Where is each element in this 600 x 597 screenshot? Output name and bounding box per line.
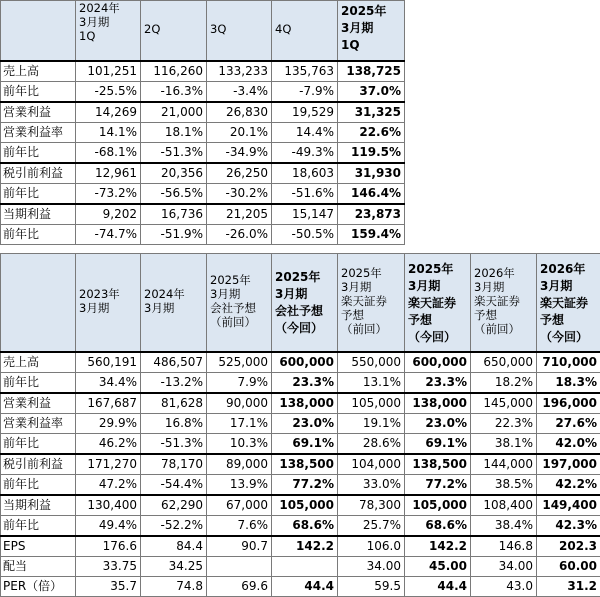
table-cell: 22.6% [338, 122, 405, 142]
table-cell: 42.0% [537, 433, 600, 454]
table-cell: 710,000 [537, 352, 600, 373]
table-row [1, 61, 405, 82]
table-cell: 20.1% [207, 122, 272, 142]
row-label: 前年比 [1, 372, 76, 393]
col-header: 2026年 3月期 楽天証券 予想 （前回） [471, 254, 537, 352]
table-cell: -3.4% [207, 81, 272, 102]
table-cell: 42.2% [537, 474, 600, 495]
table-cell: -52.2% [141, 515, 207, 536]
annual-header-row [1, 254, 600, 352]
row-label: 前年比 [1, 224, 76, 244]
table-row [1, 224, 405, 244]
table-row [1, 204, 405, 225]
table-cell: -50.5% [272, 224, 338, 244]
table-cell: 138,500 [272, 454, 338, 475]
table-cell: 550,000 [338, 352, 405, 373]
table-cell: 14.4% [272, 122, 338, 142]
table-cell: 37.0% [338, 81, 405, 102]
table-cell: -13.2% [141, 372, 207, 393]
table-cell: 69.6 [207, 576, 272, 596]
table-row [1, 576, 600, 596]
quarterly-header-row [1, 1, 405, 61]
table-cell: 27.6% [537, 413, 600, 433]
row-label: 営業利益 [1, 102, 76, 123]
table-cell: 600,000 [272, 352, 338, 373]
table-row [1, 474, 600, 495]
table-cell: 23.3% [272, 372, 338, 393]
table-cell: -26.0% [207, 224, 272, 244]
table-cell: 21,000 [141, 102, 207, 123]
col-header: 3Q [207, 1, 272, 61]
table-cell: 68.6% [272, 515, 338, 536]
table-cell: 138,000 [405, 393, 471, 414]
table-cell [272, 556, 338, 576]
table-cell: 202.3 [537, 536, 600, 557]
table-cell: -51.9% [141, 224, 207, 244]
table-cell: 49.4% [76, 515, 141, 536]
col-header: 2025年 3月期 楽天証券 予想 （今回） [405, 254, 471, 352]
table-cell: 14.1% [76, 122, 141, 142]
table-cell: 31.2 [537, 576, 600, 596]
table-cell: -73.2% [76, 183, 141, 204]
table-cell: 142.2 [405, 536, 471, 557]
table-cell: 67,000 [207, 495, 272, 516]
table-cell: 38.5% [471, 474, 537, 495]
table-cell: 19,529 [272, 102, 338, 123]
row-label: 配当 [1, 556, 76, 576]
table-cell: 74.8 [141, 576, 207, 596]
table-cell: 18.1% [141, 122, 207, 142]
col-header: 2025年 3月期 1Q [338, 1, 405, 61]
table-cell: 78,300 [338, 495, 405, 516]
table-cell: 10.3% [207, 433, 272, 454]
table-cell: 90,000 [207, 393, 272, 414]
table-cell: 69.1% [405, 433, 471, 454]
col-header: 2025年 3月期 会社予想 （前回） [207, 254, 272, 352]
corner-cell [1, 254, 76, 352]
table-cell: 138,000 [272, 393, 338, 414]
table-cell: 167,687 [76, 393, 141, 414]
table-cell: 144,000 [471, 454, 537, 475]
table-cell: 18.3% [537, 372, 600, 393]
table-cell: 14,269 [76, 102, 141, 123]
table-cell: 105,000 [272, 495, 338, 516]
table-cell: 149,400 [537, 495, 600, 516]
table-cell: 17.1% [207, 413, 272, 433]
row-label: 税引前利益 [1, 163, 76, 184]
table-cell: -56.5% [141, 183, 207, 204]
table-row [1, 495, 600, 516]
col-header: 2026年 3月期 楽天証券 予想 （今回） [537, 254, 600, 352]
quarterly-results-table [0, 0, 405, 245]
row-label: 当期利益 [1, 204, 76, 225]
table-cell: 16,736 [141, 204, 207, 225]
table-cell: 62,290 [141, 495, 207, 516]
table-cell: 486,507 [141, 352, 207, 373]
table-row [1, 393, 600, 414]
table-cell: -68.1% [76, 142, 141, 163]
table-cell: 13.9% [207, 474, 272, 495]
row-label: 前年比 [1, 474, 76, 495]
table-cell: 650,000 [471, 352, 537, 373]
table-cell: 38.1% [471, 433, 537, 454]
table-cell: 68.6% [405, 515, 471, 536]
table-cell: 105,000 [338, 393, 405, 414]
row-label: 売上高 [1, 61, 76, 82]
table-cell: 89,000 [207, 454, 272, 475]
table-cell: -25.5% [76, 81, 141, 102]
table-cell: -30.2% [207, 183, 272, 204]
table-cell: -54.4% [141, 474, 207, 495]
row-label: 税引前利益 [1, 454, 76, 475]
table-cell: -34.9% [207, 142, 272, 163]
table-cell: 47.2% [76, 474, 141, 495]
table-cell: 145,000 [471, 393, 537, 414]
table-cell: 600,000 [405, 352, 471, 373]
table-row [1, 454, 600, 475]
table-row [1, 352, 600, 373]
table-cell: 69.1% [272, 433, 338, 454]
table-cell: 15,147 [272, 204, 338, 225]
table-cell: 7.9% [207, 372, 272, 393]
table-cell: 25.7% [338, 515, 405, 536]
table-cell: 34.4% [76, 372, 141, 393]
table-cell: 43.0 [471, 576, 537, 596]
table-cell: 7.6% [207, 515, 272, 536]
table-cell: 525,000 [207, 352, 272, 373]
table-cell: 133,233 [207, 61, 272, 82]
row-label: EPS [1, 536, 76, 557]
table-cell: 138,725 [338, 61, 405, 82]
table-cell: 23.0% [405, 413, 471, 433]
table-cell: 19.1% [338, 413, 405, 433]
col-header: 2Q [141, 1, 207, 61]
row-label: 前年比 [1, 515, 76, 536]
table-cell: 18.2% [471, 372, 537, 393]
table-cell: 34.00 [338, 556, 405, 576]
table-cell: 21,205 [207, 204, 272, 225]
table-cell: 60.00 [537, 556, 600, 576]
col-header: 2025年 3月期 会社予想 （今回） [272, 254, 338, 352]
annual-results-table [0, 253, 600, 597]
table-cell: 130,400 [76, 495, 141, 516]
table-cell: 9,202 [76, 204, 141, 225]
table-cell: -51.3% [141, 433, 207, 454]
table-cell: 135,763 [272, 61, 338, 82]
table-cell: 23,873 [338, 204, 405, 225]
table-cell: 26,250 [207, 163, 272, 184]
table-cell: 101,251 [76, 61, 141, 82]
table-cell [207, 556, 272, 576]
table-cell: -51.6% [272, 183, 338, 204]
table-cell: 12,961 [76, 163, 141, 184]
table-cell: 142.2 [272, 536, 338, 557]
table-cell: 560,191 [76, 352, 141, 373]
table-row [1, 556, 600, 576]
table-cell: 31,930 [338, 163, 405, 184]
table-row [1, 122, 405, 142]
table-row [1, 163, 405, 184]
row-label: 営業利益率 [1, 122, 76, 142]
table-cell: 20,356 [141, 163, 207, 184]
table-row [1, 413, 600, 433]
table-cell: -16.3% [141, 81, 207, 102]
table-cell: 28.6% [338, 433, 405, 454]
table-cell: 13.1% [338, 372, 405, 393]
table-cell: 26,830 [207, 102, 272, 123]
row-label: 前年比 [1, 142, 76, 163]
row-label: 前年比 [1, 81, 76, 102]
table-cell: 108,400 [471, 495, 537, 516]
table-cell: 176.6 [76, 536, 141, 557]
table-cell: -7.9% [272, 81, 338, 102]
table-cell: -49.3% [272, 142, 338, 163]
table-cell: 23.0% [272, 413, 338, 433]
table-cell: 34.00 [471, 556, 537, 576]
table-row [1, 81, 405, 102]
table-cell: 18,603 [272, 163, 338, 184]
table-cell: 33.75 [76, 556, 141, 576]
table-cell: 90.7 [207, 536, 272, 557]
table-cell: 16.8% [141, 413, 207, 433]
table-cell: 138,500 [405, 454, 471, 475]
table-cell: 104,000 [338, 454, 405, 475]
row-label: 前年比 [1, 183, 76, 204]
table-cell: 31,325 [338, 102, 405, 123]
row-label: 前年比 [1, 433, 76, 454]
row-label: 営業利益率 [1, 413, 76, 433]
table-cell: 33.0% [338, 474, 405, 495]
table-cell: 171,270 [76, 454, 141, 475]
row-label: 売上高 [1, 352, 76, 373]
row-label: PER（倍） [1, 576, 76, 596]
col-header: 2023年 3月期 [76, 254, 141, 352]
col-header: 2024年 3月期 1Q [76, 1, 141, 61]
row-label: 当期利益 [1, 495, 76, 516]
table-cell: 77.2% [405, 474, 471, 495]
table-cell: 59.5 [338, 576, 405, 596]
table-cell: 44.4 [405, 576, 471, 596]
corner-cell [1, 1, 76, 61]
table-cell: 44.4 [272, 576, 338, 596]
table-row [1, 102, 405, 123]
table-row [1, 142, 405, 163]
col-header: 2024年 3月期 [141, 254, 207, 352]
table-cell: 29.9% [76, 413, 141, 433]
table-cell: 78,170 [141, 454, 207, 475]
table-cell: 45.00 [405, 556, 471, 576]
table-cell: 46.2% [76, 433, 141, 454]
table-row [1, 183, 405, 204]
table-cell: 35.7 [76, 576, 141, 596]
col-header: 4Q [272, 1, 338, 61]
table-cell: 38.4% [471, 515, 537, 536]
table-cell: 22.3% [471, 413, 537, 433]
table-cell: 116,260 [141, 61, 207, 82]
table-cell: 23.3% [405, 372, 471, 393]
table-cell: 81,628 [141, 393, 207, 414]
table-cell: 84.4 [141, 536, 207, 557]
table-cell: -74.7% [76, 224, 141, 244]
table-cell: 34.25 [141, 556, 207, 576]
table-row [1, 433, 600, 454]
table-cell: 105,000 [405, 495, 471, 516]
table-cell: 196,000 [537, 393, 600, 414]
table-cell: 106.0 [338, 536, 405, 557]
table-row [1, 515, 600, 536]
table-row [1, 536, 600, 557]
table-cell: 77.2% [272, 474, 338, 495]
table-cell: 119.5% [338, 142, 405, 163]
table-row [1, 372, 600, 393]
col-header: 2025年 3月期 楽天証券 予想 （前回） [338, 254, 405, 352]
table-cell: 146.8 [471, 536, 537, 557]
table-cell: 197,000 [537, 454, 600, 475]
table-cell: 159.4% [338, 224, 405, 244]
row-label: 営業利益 [1, 393, 76, 414]
table-cell: -51.3% [141, 142, 207, 163]
table-cell: 146.4% [338, 183, 405, 204]
table-cell: 42.3% [537, 515, 600, 536]
